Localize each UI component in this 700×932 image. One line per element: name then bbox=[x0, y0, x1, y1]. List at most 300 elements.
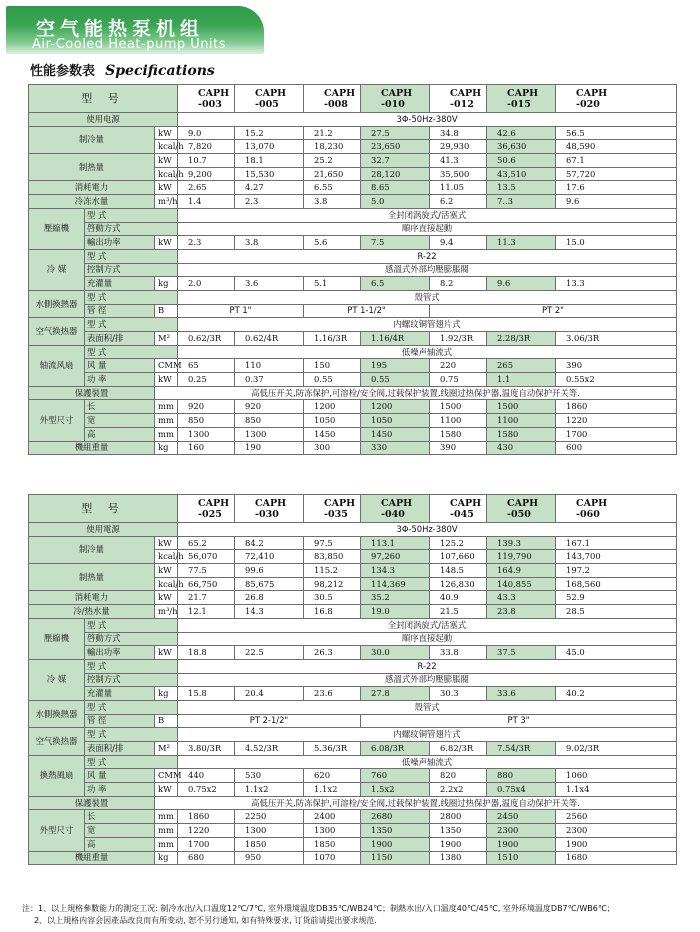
air-hx-area-cell: 0.62/3R bbox=[178, 332, 235, 346]
fan-type-value: 低噪声轴流式 bbox=[178, 345, 677, 359]
compressor-start-value: 順序直接起動 bbox=[178, 222, 677, 236]
heating-kcal-cell: 140,855 bbox=[487, 577, 556, 591]
height-cell: 1700 bbox=[178, 837, 235, 851]
length-cell: 2400 bbox=[304, 810, 361, 824]
fan-power-cell: 0.75x4 bbox=[487, 783, 556, 797]
length-cell: 2560 bbox=[556, 810, 677, 824]
fan-power-cell: 2.2x2 bbox=[430, 783, 487, 797]
footnotes bbox=[22, 903, 615, 927]
height-cell: 1300 bbox=[235, 427, 304, 441]
length-cell: 1860 bbox=[556, 400, 677, 414]
heating-kw-cell: 197.2 bbox=[556, 564, 677, 578]
fan-airflow-cell: 65 bbox=[178, 359, 235, 373]
unit: m³/h bbox=[155, 605, 178, 619]
dim-width-row bbox=[29, 414, 677, 428]
model-name bbox=[556, 495, 677, 523]
heating-kw-cell: 32.7 bbox=[361, 154, 430, 168]
cooling-kcal-cell: 72,410 bbox=[235, 550, 304, 564]
air-hx-area-label: 表面积/排 bbox=[85, 742, 155, 756]
cooling-kcal-cell: 107,660 bbox=[430, 550, 487, 564]
compressor-start-value: 順序直接起動 bbox=[178, 632, 677, 646]
fan-airflow-cell: 265 bbox=[487, 359, 556, 373]
water-flow-cell: 2.3 bbox=[235, 195, 304, 209]
cooling-label: 制冷量 bbox=[29, 536, 155, 563]
weight-cell: 430 bbox=[487, 441, 556, 455]
weight-cell: 190 bbox=[235, 441, 304, 455]
water-hx-type-label: 型 式 bbox=[85, 700, 178, 714]
unit: kW bbox=[155, 646, 178, 660]
air-hx-type-label: 型 式 bbox=[85, 318, 178, 332]
cooling-kw-cell: 27.5 bbox=[361, 126, 430, 140]
unit: CMM bbox=[155, 769, 178, 783]
power-value: 3Φ-50Hz-380V bbox=[178, 523, 677, 537]
air-hx-type-row bbox=[29, 728, 677, 742]
water-flow-cell: 5.0 bbox=[361, 195, 430, 209]
model-number: -010 bbox=[381, 98, 405, 110]
air-hx-area-cell: 6.82/3R bbox=[430, 742, 487, 756]
unit: CMM bbox=[155, 359, 178, 373]
refrigerant-charge-cell: 27.8 bbox=[361, 687, 430, 701]
fan-power-label: 功 率 bbox=[85, 783, 155, 797]
model-row bbox=[29, 85, 677, 113]
model-number: -012 bbox=[450, 98, 474, 110]
water-flow-cell: 3.8 bbox=[304, 195, 361, 209]
model-series: CAPH bbox=[255, 497, 287, 509]
fan-type-value: 低噪声轴流式 bbox=[178, 755, 677, 769]
water-hx-pipe-row bbox=[29, 304, 677, 318]
cooling-kw-cell: 65.2 bbox=[178, 536, 235, 550]
refrigerant-charge-cell: 20.4 bbox=[235, 687, 304, 701]
air-hx-area-cell: 4.52/3R bbox=[235, 742, 304, 756]
heating-kw-cell: 134.3 bbox=[361, 564, 430, 578]
weight-label: 機組重量 bbox=[29, 441, 155, 455]
compressor-output-label: 輸出功率 bbox=[85, 646, 155, 660]
model-number: -008 bbox=[324, 98, 348, 110]
unit: mm bbox=[155, 427, 178, 441]
water-flow-label: 冷/热水量 bbox=[29, 605, 155, 619]
unit: kg bbox=[155, 851, 178, 865]
length-cell: 1200 bbox=[304, 400, 361, 414]
compressor-output-cell: 11.3 bbox=[487, 236, 556, 250]
dimensions-label: 外型尺寸 bbox=[29, 400, 85, 441]
unit: B bbox=[155, 304, 178, 318]
cooling-kw-cell: 34.8 bbox=[430, 126, 487, 140]
heating-kw-cell: 148.5 bbox=[430, 564, 487, 578]
length-cell: 920 bbox=[235, 400, 304, 414]
model-series: CAPH bbox=[255, 87, 287, 99]
model-series: CAPH bbox=[324, 497, 356, 509]
model-series: CAPH bbox=[381, 497, 413, 509]
water-flow-cell: 9.6 bbox=[556, 195, 677, 209]
compressor-type-row bbox=[29, 618, 677, 632]
fan-type-label: 型 式 bbox=[85, 755, 178, 769]
refrigerant-control-value: 感溫式外部均壓膨脹閥 bbox=[178, 263, 677, 277]
unit: kcal/h bbox=[155, 140, 178, 154]
refrigerant-charge-cell: 40.2 bbox=[556, 687, 677, 701]
power-label: 使用电源 bbox=[29, 113, 178, 127]
height-cell: 1700 bbox=[556, 427, 677, 441]
fan-label: 轴流风扇 bbox=[29, 345, 85, 386]
heating-kcal-cell: 98,212 bbox=[304, 577, 361, 591]
water-flow-cell: 21.5 bbox=[430, 605, 487, 619]
air-hx-area-cell: 1.16/3R bbox=[304, 332, 361, 346]
width-cell: 1300 bbox=[304, 824, 361, 838]
model-number: -035 bbox=[324, 508, 348, 520]
model-name bbox=[487, 85, 556, 113]
consumption-label: 消耗電力 bbox=[29, 591, 155, 605]
refrigerant-type-value: R-22 bbox=[178, 659, 677, 673]
water-hx-pipe-label: 管 徑 bbox=[85, 304, 155, 318]
model-series: CAPH bbox=[507, 497, 539, 509]
model-number: -003 bbox=[198, 98, 222, 110]
fan-power-cell: 0.75x2 bbox=[178, 783, 235, 797]
protection-value: 高低压开关,防冻保护,可溶栓/安全阀,过载保护装置,线圈过热保护器,温度自动保护开关等. bbox=[155, 386, 677, 400]
model-name bbox=[430, 85, 487, 113]
compressor-type-label: 型 式 bbox=[85, 618, 178, 632]
air-hx-area-cell: 1.92/3R bbox=[430, 332, 487, 346]
model-series: CAPH bbox=[507, 87, 539, 99]
heating-kw-cell: 50.6 bbox=[487, 154, 556, 168]
weight-cell: 1380 bbox=[430, 851, 487, 865]
refrigerant-control-value: 感溫式外部均壓膨脹閥 bbox=[178, 673, 677, 687]
heating-kw-cell: 164.9 bbox=[487, 564, 556, 578]
compressor-type-label: 型 式 bbox=[85, 208, 178, 222]
height-cell: 1900 bbox=[487, 837, 556, 851]
heating-kcal-cell: 15,530 bbox=[235, 167, 304, 181]
cooling-kcal-cell: 48,590 bbox=[556, 140, 677, 154]
water-flow-cell: 6.2 bbox=[430, 195, 487, 209]
cooling-kcal-cell: 13,070 bbox=[235, 140, 304, 154]
model-name bbox=[178, 85, 235, 113]
dimensions-label: 外型尺寸 bbox=[29, 810, 85, 851]
cooling-kw-cell: 167.1 bbox=[556, 536, 677, 550]
title-banner bbox=[6, 6, 264, 54]
heating-kcal-cell: 85,675 bbox=[235, 577, 304, 591]
width-cell: 1300 bbox=[235, 824, 304, 838]
compressor-output-cell: 7.5 bbox=[361, 236, 430, 250]
fan-power-cell: 0.55 bbox=[361, 373, 430, 387]
fan-airflow-cell: 620 bbox=[304, 769, 361, 783]
weight-cell: 950 bbox=[235, 851, 304, 865]
compressor-type-value: 全封闭涡旋式/活塞式 bbox=[178, 618, 677, 632]
spec-heading-en: Specifications bbox=[105, 63, 215, 79]
unit: kcal/h bbox=[155, 550, 178, 564]
refrigerant-charge-cell: 13.3 bbox=[556, 277, 677, 291]
refrigerant-charge-label: 充灌量 bbox=[85, 687, 155, 701]
air-hx-label: 空气换热器 bbox=[29, 318, 85, 345]
width-cell: 850 bbox=[178, 414, 235, 428]
cooling-kcal-cell: 36,630 bbox=[487, 140, 556, 154]
air-hx-type-row bbox=[29, 318, 677, 332]
water-hx-pipe-row bbox=[29, 714, 677, 728]
weight-row bbox=[29, 851, 677, 865]
unit: kg bbox=[155, 687, 178, 701]
width-label: 宽 bbox=[85, 414, 155, 428]
model-series: CAPH bbox=[324, 87, 356, 99]
unit: kW bbox=[155, 181, 178, 195]
power-value: 3Φ-50Hz-380V bbox=[178, 113, 677, 127]
fan-type-label: 型 式 bbox=[85, 345, 178, 359]
fan-power-row bbox=[29, 783, 677, 797]
width-cell: 1050 bbox=[361, 414, 430, 428]
fan-airflow-cell: 150 bbox=[304, 359, 361, 373]
water-flow-cell: 19.0 bbox=[361, 605, 430, 619]
width-cell: 1350 bbox=[430, 824, 487, 838]
heating-kcal-cell: 168,560 bbox=[556, 577, 677, 591]
height-cell: 1450 bbox=[304, 427, 361, 441]
compressor-output-row bbox=[29, 236, 677, 250]
compressor-output-cell: 33.8 bbox=[430, 646, 487, 660]
water-flow-label: 冷冻水量 bbox=[29, 195, 155, 209]
power-row bbox=[29, 523, 677, 537]
model-name bbox=[556, 85, 677, 113]
compressor-start-row bbox=[29, 222, 677, 236]
compressor-output-cell: 30.0 bbox=[361, 646, 430, 660]
cooling-kw-cell: 42.6 bbox=[487, 126, 556, 140]
model-name bbox=[304, 85, 361, 113]
width-label: 宽 bbox=[85, 824, 155, 838]
model-number: -015 bbox=[507, 98, 531, 110]
model-name bbox=[361, 85, 430, 113]
consumption-label: 消耗電力 bbox=[29, 181, 155, 195]
pipe-size-cell: PT 1-1/2" bbox=[304, 304, 430, 318]
refrigerant-charge-cell: 3.6 bbox=[235, 277, 304, 291]
cooling-kcal-cell: 97,260 bbox=[361, 550, 430, 564]
dim-length-row bbox=[29, 810, 677, 824]
model-number: -060 bbox=[576, 508, 600, 520]
consumption-cell: 8.65 bbox=[361, 181, 430, 195]
consumption-cell: 40.9 bbox=[430, 591, 487, 605]
footnote-1: 注：1、以上規格參數能力的測定工况: 制冷水出/入口温度12℃/7℃, 室外環境温度DB35℃/WB24℃；制熱水出/入口温度40℃/45℃, 室外环境温度DB7℃/WB6℃； bbox=[22, 904, 615, 913]
length-cell: 1500 bbox=[430, 400, 487, 414]
weight-cell: 300 bbox=[304, 441, 361, 455]
model-name bbox=[235, 85, 304, 113]
protection-value: 高低压开关,防冻保护,可溶栓/安全阀,过载保护装置,线圈过热保护器,温度自动保护开关等. bbox=[155, 796, 677, 810]
fan-power-row bbox=[29, 373, 677, 387]
consumption-cell: 4.27 bbox=[235, 181, 304, 195]
width-cell: 1050 bbox=[304, 414, 361, 428]
refrigerant-type-value: R-22 bbox=[178, 249, 677, 263]
weight-row bbox=[29, 441, 677, 455]
fan-airflow-cell: 110 bbox=[235, 359, 304, 373]
compressor-type-row bbox=[29, 208, 677, 222]
fan-airflow-cell: 880 bbox=[487, 769, 556, 783]
dim-length-row bbox=[29, 400, 677, 414]
heating-kw-cell: 41.3 bbox=[430, 154, 487, 168]
unit: kW bbox=[155, 373, 178, 387]
consumption-cell: 30.5 bbox=[304, 591, 361, 605]
unit: mm bbox=[155, 400, 178, 414]
height-cell: 1300 bbox=[178, 427, 235, 441]
model-name bbox=[235, 495, 304, 523]
model-series: CAPH bbox=[576, 497, 608, 509]
fan-airflow-cell: 760 bbox=[361, 769, 430, 783]
unit: mm bbox=[155, 824, 178, 838]
model-label: 型 号 bbox=[29, 495, 178, 523]
compressor-type-value: 全封闭涡旋式/活塞式 bbox=[178, 208, 677, 222]
weight-label: 機組重量 bbox=[29, 851, 155, 865]
fan-airflow-row bbox=[29, 769, 677, 783]
cooling-kw-row bbox=[29, 126, 677, 140]
height-cell: 1450 bbox=[361, 427, 430, 441]
compressor-output-cell: 26.3 bbox=[304, 646, 361, 660]
compressor-output-label: 輸出功率 bbox=[85, 236, 155, 250]
fan-airflow-cell: 220 bbox=[430, 359, 487, 373]
length-cell: 1200 bbox=[361, 400, 430, 414]
refrigerant-charge-cell: 6.5 bbox=[361, 277, 430, 291]
cooling-kcal-cell: 23,650 bbox=[361, 140, 430, 154]
model-number: -030 bbox=[255, 508, 279, 520]
compressor-output-cell: 22.5 bbox=[235, 646, 304, 660]
unit: kg bbox=[155, 441, 178, 455]
air-hx-area-row bbox=[29, 332, 677, 346]
compressor-output-cell: 9.4 bbox=[430, 236, 487, 250]
fan-power-cell: 0.55 bbox=[304, 373, 361, 387]
air-hx-area-row bbox=[29, 742, 677, 756]
heating-kw-cell: 18.1 bbox=[235, 154, 304, 168]
consumption-cell: 11.05 bbox=[430, 181, 487, 195]
model-number: -025 bbox=[198, 508, 222, 520]
compressor-start-row bbox=[29, 632, 677, 646]
refrigerant-charge-cell: 33.6 bbox=[487, 687, 556, 701]
model-series: CAPH bbox=[381, 87, 413, 99]
refrigerant-type-label: 型 式 bbox=[85, 659, 178, 673]
cooling-kw-cell: 21.2 bbox=[304, 126, 361, 140]
pipe-size-cell: PT 2" bbox=[430, 304, 677, 318]
protection-label: 保護裝置 bbox=[29, 796, 155, 810]
fan-power-cell: 0.55x2 bbox=[556, 373, 677, 387]
fan-airflow-cell: 530 bbox=[235, 769, 304, 783]
fan-power-label: 功 率 bbox=[85, 373, 155, 387]
heating-kw-row bbox=[29, 154, 677, 168]
air-hx-area-cell: 2.28/3R bbox=[487, 332, 556, 346]
heating-kcal-cell: 126,830 bbox=[430, 577, 487, 591]
heating-kw-row bbox=[29, 564, 677, 578]
refrigerant-charge-label: 充灌量 bbox=[85, 277, 155, 291]
fan-airflow-cell: 390 bbox=[556, 359, 677, 373]
height-cell: 1900 bbox=[430, 837, 487, 851]
water-hx-type-value: 殼管式 bbox=[178, 700, 677, 714]
refrigerant-label: 冷 媒 bbox=[29, 659, 85, 700]
heating-label: 制热量 bbox=[29, 154, 155, 181]
cooling-kw-cell: 15.2 bbox=[235, 126, 304, 140]
pipe-size-cell: PT 2-1/2" bbox=[178, 714, 361, 728]
compressor-label: 壓縮機 bbox=[29, 208, 85, 249]
water-flow-row bbox=[29, 605, 677, 619]
fan-power-cell: 1.1x2 bbox=[235, 783, 304, 797]
cooling-kcal-cell: 29,930 bbox=[430, 140, 487, 154]
height-label: 高 bbox=[85, 427, 155, 441]
water-hx-type-label: 型 式 bbox=[85, 290, 178, 304]
air-hx-area-cell: 7.54/3R bbox=[487, 742, 556, 756]
unit: kW bbox=[155, 126, 178, 140]
cooling-kw-cell: 56.5 bbox=[556, 126, 677, 140]
unit: kW bbox=[155, 236, 178, 250]
heating-kcal-cell: 28,120 bbox=[361, 167, 430, 181]
water-hx-label: 水側換熱器 bbox=[29, 700, 85, 727]
air-hx-type-value: 内螺纹铜管翅片式 bbox=[178, 318, 677, 332]
width-cell: 1220 bbox=[178, 824, 235, 838]
heating-kw-cell: 25.2 bbox=[304, 154, 361, 168]
weight-cell: 680 bbox=[178, 851, 235, 865]
weight-cell: 1680 bbox=[556, 851, 677, 865]
compressor-output-cell: 3.8 bbox=[235, 236, 304, 250]
cooling-label: 制冷量 bbox=[29, 126, 155, 153]
spec-table-1 bbox=[28, 84, 677, 455]
water-flow-cell: 1.4 bbox=[178, 195, 235, 209]
power-label: 使用電源 bbox=[29, 523, 178, 537]
refrigerant-charge-cell: 15.8 bbox=[178, 687, 235, 701]
length-label: 长 bbox=[85, 400, 155, 414]
weight-cell: 600 bbox=[556, 441, 677, 455]
fan-power-cell: 0.25 bbox=[178, 373, 235, 387]
height-cell: 1580 bbox=[487, 427, 556, 441]
model-number: -005 bbox=[255, 98, 279, 110]
weight-cell: 390 bbox=[430, 441, 487, 455]
consumption-cell: 52.9 bbox=[556, 591, 677, 605]
model-series: CAPH bbox=[198, 497, 230, 509]
fan-type-row bbox=[29, 345, 677, 359]
width-cell: 1100 bbox=[487, 414, 556, 428]
dim-height-row bbox=[29, 427, 677, 441]
protection-row bbox=[29, 796, 677, 810]
model-series: CAPH bbox=[450, 497, 482, 509]
refrigerant-charge-row bbox=[29, 687, 677, 701]
heating-kcal-cell: 57,720 bbox=[556, 167, 677, 181]
height-label: 高 bbox=[85, 837, 155, 851]
unit: mm bbox=[155, 837, 178, 851]
cooling-kw-cell: 9.0 bbox=[178, 126, 235, 140]
power-row bbox=[29, 113, 677, 127]
unit: kW bbox=[155, 564, 178, 578]
length-cell: 2450 bbox=[487, 810, 556, 824]
fan-label: 換熱風扇 bbox=[29, 755, 85, 796]
refrigerant-control-row bbox=[29, 263, 677, 277]
compressor-output-row bbox=[29, 646, 677, 660]
air-hx-area-cell: 3.80/3R bbox=[178, 742, 235, 756]
consumption-cell: 17.6 bbox=[556, 181, 677, 195]
weight-cell: 330 bbox=[361, 441, 430, 455]
unit: kg bbox=[155, 277, 178, 291]
height-cell: 1850 bbox=[235, 837, 304, 851]
model-number: -050 bbox=[507, 508, 531, 520]
unit: mm bbox=[155, 414, 178, 428]
air-hx-type-label: 型 式 bbox=[85, 728, 178, 742]
unit: kcal/h bbox=[155, 167, 178, 181]
cooling-kcal-cell: 143,700 bbox=[556, 550, 677, 564]
air-hx-area-cell: 6.08/3R bbox=[361, 742, 430, 756]
refrigerant-control-label: 控制方式 bbox=[85, 263, 178, 277]
water-hx-type-value: 殼管式 bbox=[178, 290, 677, 304]
refrigerant-charge-row bbox=[29, 277, 677, 291]
water-flow-row bbox=[29, 195, 677, 209]
heating-kcal-cell: 66,750 bbox=[178, 577, 235, 591]
fan-power-cell: 1.5x2 bbox=[361, 783, 430, 797]
model-name bbox=[430, 495, 487, 523]
refrigerant-type-row bbox=[29, 659, 677, 673]
length-cell: 1860 bbox=[178, 810, 235, 824]
fan-power-cell: 1.1 bbox=[487, 373, 556, 387]
pipe-size-cell: PT 3" bbox=[361, 714, 677, 728]
refrigerant-charge-cell: 5.1 bbox=[304, 277, 361, 291]
heating-kw-cell: 67.1 bbox=[556, 154, 677, 168]
model-series: CAPH bbox=[576, 87, 608, 99]
model-name bbox=[304, 495, 361, 523]
consumption-cell: 21.7 bbox=[178, 591, 235, 605]
height-cell: 1580 bbox=[430, 427, 487, 441]
refrigerant-charge-cell: 2.0 bbox=[178, 277, 235, 291]
air-hx-area-label: 表面积/排 bbox=[85, 332, 155, 346]
